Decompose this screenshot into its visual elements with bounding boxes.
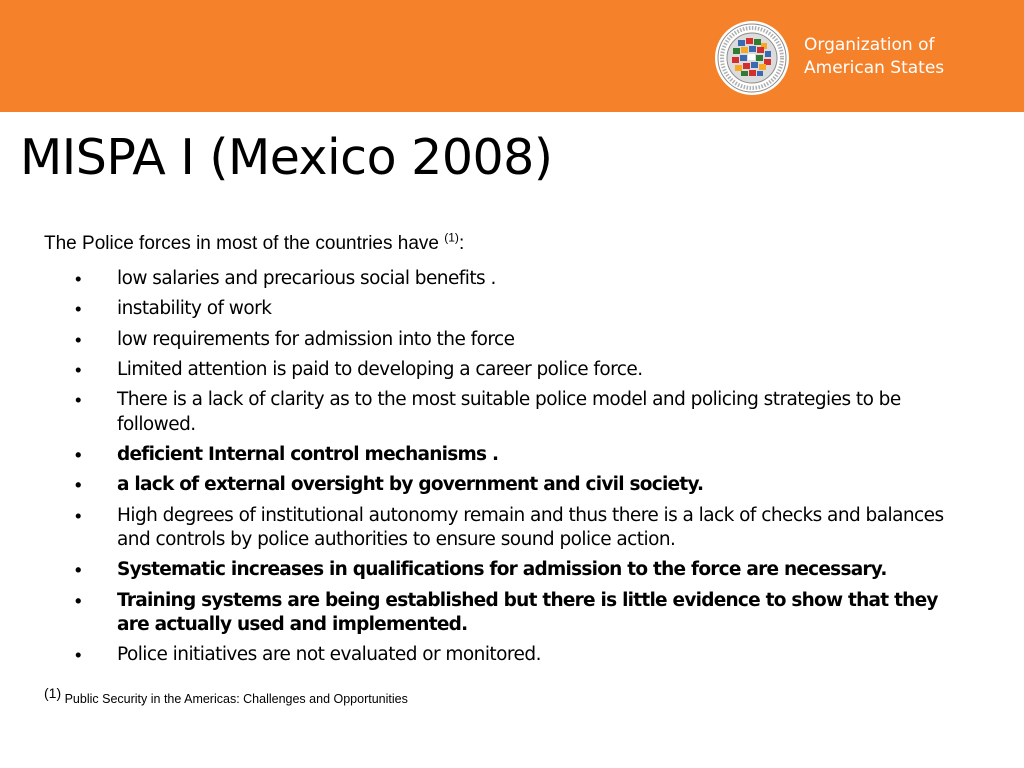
- bullet-list: [72, 267, 972, 674]
- footnote: [44, 684, 408, 708]
- org-name-line2: American States: [804, 58, 945, 78]
- footnote-text: Public Security in the Americas: Challenges and Opportunities: [61, 692, 408, 706]
- bullet-item: • deficient Internal control mechanisms .: [72, 443, 972, 468]
- intro-reference: (1): [444, 230, 459, 245]
- bullet-item: • High degrees of institutional autonomy remain and thus there is a lack of checks and balances and controls by police authorities to ensure sound police action.: [72, 504, 972, 553]
- bullet-item: • low salaries and precarious social benefits .: [72, 267, 972, 292]
- intro-text: [44, 231, 464, 257]
- intro-text-body: The Police forces in most of the countries have: [44, 233, 445, 254]
- header-bar: [0, 0, 1024, 112]
- oas-seal-icon: [714, 20, 790, 96]
- slide-title: MISPA I (Mexico 2008): [20, 129, 553, 186]
- intro-suffix: :: [458, 233, 465, 254]
- bullet-item: • Systematic increases in qualifications for admission to the force are necessary.: [72, 558, 972, 583]
- bullet-item: • Police initiatives are not evaluated or monitored.: [72, 643, 972, 668]
- org-name-line1: Organization of: [804, 35, 935, 55]
- bullet-item: • a lack of external oversight by government and civil society.: [72, 473, 972, 498]
- bullet-item: • low requirements for admission into the force: [72, 328, 972, 353]
- bullet-item: • Limited attention is paid to developing a career police force.: [72, 358, 972, 383]
- bullet-item: • There is a lack of clarity as to the most suitable police model and policing strategies to be followed.: [72, 388, 972, 437]
- bullet-item: • instability of work: [72, 297, 972, 322]
- org-name: [804, 34, 944, 80]
- bullet-item: • Training systems are being established but there is little evidence to show that they are actually used and implemented.: [72, 589, 972, 638]
- footnote-reference: (1): [44, 684, 62, 701]
